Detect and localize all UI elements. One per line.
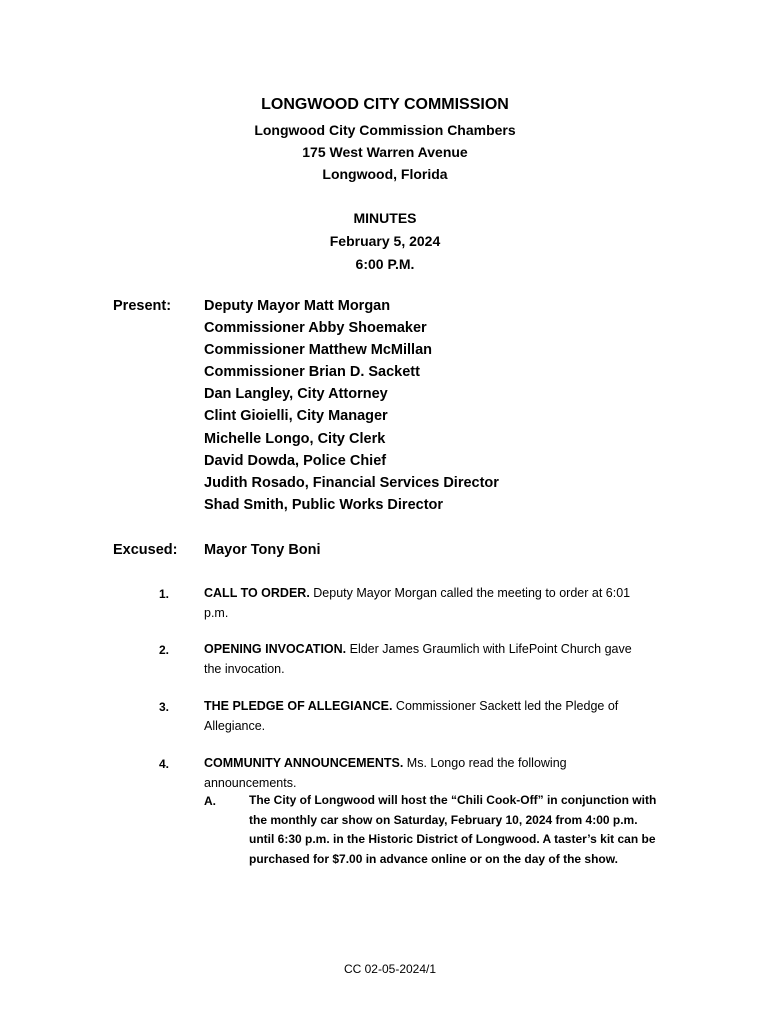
item-number: 4.: [159, 757, 170, 771]
attendee-name: Shad Smith, Public Works Director: [204, 497, 444, 513]
attendee-name: Dan Langley, City Attorney: [204, 386, 388, 402]
attendee-name: Commissioner Abby Shoemaker: [204, 320, 427, 336]
excused-name: Mayor Tony Boni: [204, 542, 321, 558]
item-heading: OPENING INVOCATION.: [204, 642, 347, 656]
item-text: Elder James Graumlich with LifePoint Church gave the invocation.: [204, 642, 632, 676]
attendee-name: Judith Rosado, Financial Services Director: [204, 475, 499, 491]
attendee-name: Commissioner Matthew McMillan: [204, 342, 433, 358]
present-label: Present:: [113, 298, 172, 314]
meeting-date: February 5, 2024: [329, 233, 441, 249]
item-text: Ms. Longo read the following announcements.: [204, 756, 567, 790]
attendee-name: Clint Gioielli, City Manager: [204, 408, 388, 424]
item-heading: COMMUNITY ANNOUNCEMENTS.: [204, 756, 404, 770]
venue-line: Longwood City Commission Chambers: [254, 122, 516, 138]
item-text: Deputy Mayor Morgan called the meeting to order at 6:01 p.m.: [204, 586, 631, 620]
attendee-name: Commissioner Brian D. Sackett: [204, 364, 420, 380]
item-number: 3.: [159, 700, 170, 714]
excused-label: Excused:: [113, 542, 178, 558]
agenda-item-call-to-order: [204, 584, 644, 623]
agenda-item-pledge: [204, 697, 644, 736]
meeting-time: 6:00 P.M.: [355, 256, 415, 272]
item-text: Commissioner Sackett led the Pledge of Allegiance.: [204, 699, 619, 733]
item-number: 1.: [159, 587, 170, 601]
item-heading: CALL TO ORDER.: [204, 586, 310, 600]
item-number: 2.: [159, 643, 170, 657]
doc-type-heading: MINUTES: [353, 210, 417, 226]
attendee-name: Deputy Mayor Matt Morgan: [204, 298, 391, 314]
attendee-name: David Dowda, Police Chief: [204, 453, 387, 469]
item-heading: THE PLEDGE OF ALLEGIANCE.: [204, 699, 393, 713]
city-line: Longwood, Florida: [322, 166, 448, 182]
page-footer: CC 02-05-2024/1: [343, 962, 437, 976]
subitem-text: The City of Longwood will host the “Chili Cook-Off” in conjunction with the monthly car show on Saturday, February 10, 2024 from 4:00 p.m. until 6:30 p.m. in the Historic District of Longwood. A taster’s kit can be purchased for $7.00 in advance online or on the day of the show.: [249, 793, 657, 866]
address-line: 175 West Warren Avenue: [302, 144, 468, 160]
agenda-item-invocation: [204, 640, 644, 679]
document-title: LONGWOOD CITY COMMISSION: [261, 96, 509, 113]
agenda-item-announcements: [204, 754, 644, 793]
attendee-name: Michelle Longo, City Clerk: [204, 431, 386, 447]
subitem-letter: A.: [204, 794, 216, 808]
